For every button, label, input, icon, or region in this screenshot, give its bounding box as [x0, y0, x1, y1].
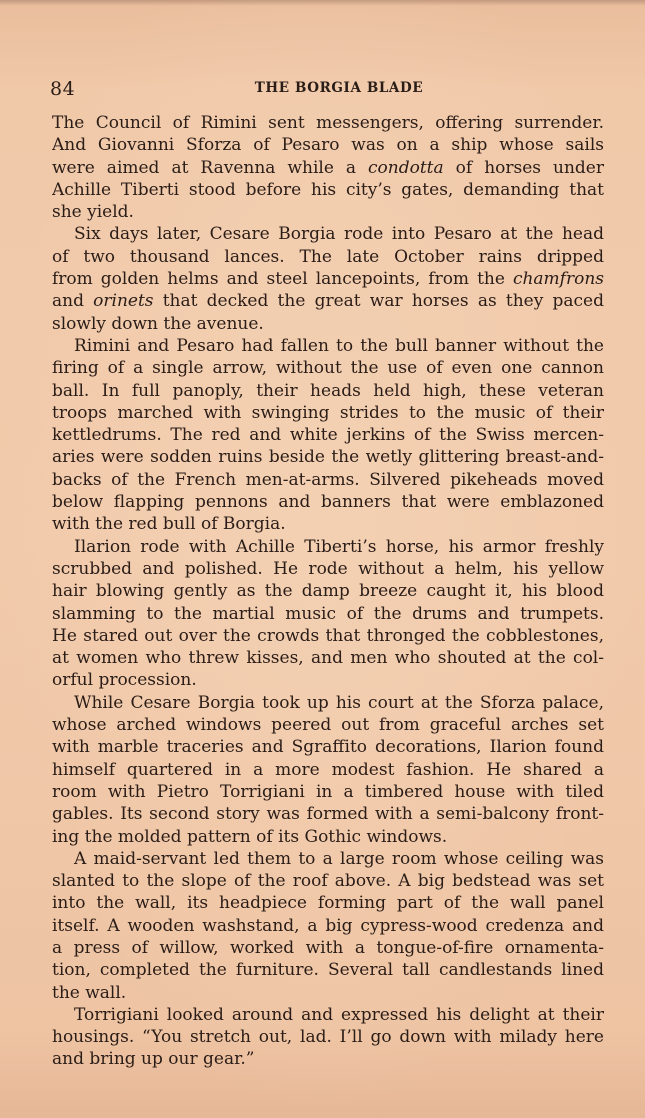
page-header: [50, 72, 610, 108]
text-line: ball. In full panoply, their heads held high, these veteran: [52, 380, 604, 401]
italic-term: chamfrons: [512, 269, 604, 290]
page-top-edge: [0, 0, 645, 6]
text-line: a press of willow, worked with a tongue-of-fire ornamenta-: [52, 937, 604, 958]
text-line: And Giovanni Sforza of Pesaro was on a ship whose sails: [52, 135, 604, 156]
text-line: troops marched with swinging strides to the music of their: [52, 402, 604, 423]
text-line: kettledrums. The red and white jerkins of the Swiss mercen-: [52, 425, 604, 446]
text-line: with marble traceries and Sgraffito decorations, Ilarion found: [52, 737, 604, 758]
text-line: Achille Tiberti stood before his city’s gates, demanding that: [52, 179, 604, 200]
text-line: itself. A wooden washstand, a big cypress-wood credenza and: [52, 915, 604, 936]
text-line: were aimed at Ravenna while a condotta of horses under: [52, 157, 604, 178]
text-line: with the red bull of Borgia.: [52, 514, 286, 535]
text-line: aries were sodden ruins beside the wetly glittering breast-and-: [52, 447, 604, 468]
running-head: THE BORGIA BLADE: [254, 80, 424, 96]
text-line: gables. Its second story was formed with a semi-balcony front-: [52, 804, 604, 825]
text-line: slamming to the martial music of the drums and trumpets.: [52, 603, 604, 624]
text-line: The Council of Rimini sent messengers, offering surrender.: [52, 113, 604, 133]
text-line: orful procession.: [52, 670, 197, 691]
italic-term: condotta: [368, 157, 444, 178]
text-line: Six days later, Cesare Borgia rode into Pesaro at the head: [74, 224, 604, 245]
text-line: of two thousand lances. The late October rains dripped: [52, 246, 604, 267]
text-line: slanted to the slope of the roof above. A big bedstead was set: [52, 871, 604, 892]
text-line: and bring up our gear.”: [52, 1049, 255, 1070]
text-line: backs of the French men-at-arms. Silvered pikeheads moved: [52, 469, 604, 490]
text-line: the wall.: [52, 982, 127, 1003]
text-line: she yield.: [52, 202, 134, 223]
text-line: Torrigiani looked around and expressed his delight at their: [74, 1004, 604, 1025]
italic-term: orinets: [93, 291, 154, 312]
text-line: ing the molded pattern of its Gothic windows.: [52, 826, 448, 847]
text-line: and orinets that decked the great war horses as they paced: [52, 291, 604, 312]
text-line: whose arched windows peered out from graceful arches set: [52, 715, 604, 736]
text-line: scrubbed and polished. He rode without a helm, his yellow: [52, 558, 604, 579]
text-line: below flapping pennons and banners that were emblazoned: [52, 492, 604, 513]
text-line: He stared out over the crowds that thronged the cobblestones,: [52, 625, 604, 646]
text-line: While Cesare Borgia took up his court at the Sforza palace,: [74, 692, 604, 713]
text-line: Ilarion rode with Achille Tiberti’s horse, his armor freshly: [74, 536, 604, 557]
text-line: hair blowing gently as the damp breeze caught it, his blood: [52, 581, 604, 602]
page-number: 84: [50, 78, 76, 100]
text-line: from golden helms and steel lancepoints, from the chamfrons: [52, 269, 604, 290]
text-line: into the wall, its headpiece forming part of the wall panel: [52, 893, 604, 914]
text-line: A maid-servant led them to a large room whose ceiling was: [74, 848, 604, 869]
text-line: himself quartered in a more modest fashion. He shared a: [52, 759, 604, 780]
text-line: housings. “You stretch out, lad. I’ll go down with milady here: [52, 1027, 604, 1048]
text-line: firing of a single arrow, without the use of even one cannon: [52, 358, 604, 379]
text-line: tion, completed the furniture. Several tall candlestands lined: [52, 960, 604, 981]
text-line: Rimini and Pesaro had fallen to the bull banner without the: [74, 335, 604, 356]
text-line: room with Pietro Torrigiani in a timbered house with tiled: [52, 781, 604, 802]
text-line: slowly down the avenue.: [52, 313, 264, 334]
body-text: [52, 112, 604, 1071]
text-line: at women who threw kisses, and men who shouted at the col-: [52, 648, 604, 669]
